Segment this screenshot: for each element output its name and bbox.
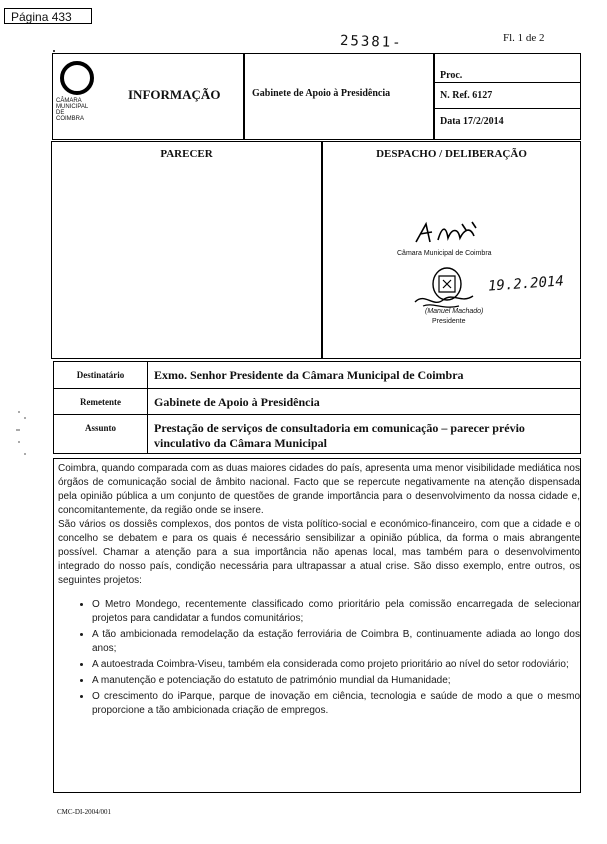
projects-list [58,598,580,718]
folio-label: Fl. 1 de 2 [503,32,545,44]
logo-line: DE [56,110,65,116]
body-text [58,462,580,720]
table-row [53,388,581,415]
body-paragraph: São vários os dossiês complexos, dos pontos de vista político-social e económico-financeiro, com que a cidade e o concelho se debatem e para os quais é necessário sensibilizar a opinião pública, da forma o mais abrangente possível. Chamar a atenção para a sua importância não apenas local, mas também para o desenvolvimento integrado do nosso país, condição necessária para ultrapassar a atual crise. São disso exemplo, entre outros, os seguintes projetos: [58,519,580,586]
field-label: Remetente [80,397,121,407]
logo-line: CÂMARA [56,98,82,104]
divider [435,108,580,109]
divider [435,82,580,83]
list-item: • A manutenção e potenciação do estatuto de património mundial da Humanidade; [92,674,580,688]
department-name: Gabinete de Apoio à Presidência [252,88,391,99]
field-value: Gabinete de Apoio à Presidência [154,395,320,409]
stamp-organization: Câmara Municipal de Coimbra [397,250,492,257]
table-row [53,414,581,454]
body-paragraph: Coimbra, quando comparada com as duas maiores cidades do país, apresenta uma menor visibilidade mediática nos órgãos de comunicação social de âmbito nacional. Facto que se repercute negativamente na atenção dispensada pela opinião pública a um conjunto de questões de grande importância para o desenvolvimento da nossa cidade e, concomitantemente, da região onde se insere. [58,463,580,516]
field-label: Destinatário [76,370,125,380]
list-item: • A autoestrada Coimbra-Viseu, também ela considerada como projeto prioritário ao nível do setor rodoviário; [92,658,580,672]
table-row [53,361,581,389]
field-value: Prestação de serviços de consultadoria em comunicação – parecer prévio vinculativo da Câmara Municipal [154,421,525,450]
logo-line: MUNICIPAL [56,104,89,110]
logo-text [56,98,98,122]
handwritten-signature [412,218,482,248]
document-type: INFORMAÇÃO [128,87,221,102]
routing-table [53,361,581,454]
page-number-badge: Página 433 [4,8,92,24]
margin-scan-marks [14,408,28,458]
handwritten-date: 19.2.2014 [487,273,565,295]
list-item: • O Metro Mondego, recentemente classificado como prioritário pela comissão encarregada de selecionar projetos para candidatar a fundos comunitários; [92,598,580,626]
header-right-cell [434,53,581,140]
parecer-title: PARECER [160,148,213,160]
logo-line: COIMBRA [56,116,85,122]
signatory-role: Presidente [432,318,466,325]
municipal-seal-icon [413,262,475,312]
proc-label: Proc. [440,70,463,81]
list-item: • A tão ambicionada remodelação da estação ferroviária de Coimbra B, continuamente adiada ao longo dos anos; [92,628,580,656]
reference-number: N. Ref. 6127 [440,90,493,101]
body-box [53,458,581,793]
despacho-title: DESPACHO / DELIBERAÇÃO [376,148,527,160]
divider [147,415,148,453]
field-value: Exmo. Senhor Presidente da Câmara Municipal de Coimbra [154,368,464,382]
list-item: • O crescimento do iParque, parque de inovação em ciência, tecnologia e saúde de modo a que o mesmo proporcione a tão ambicionada criação de empregos. [92,690,580,718]
scan-dot [53,50,55,52]
form-code: CMC-DI-2004/001 [57,808,112,816]
parecer-box [51,141,322,359]
field-label: Assunto [84,423,116,433]
ring-logo-icon [60,61,94,95]
document-date: Data 17/2/2014 [440,116,504,127]
divider [147,362,148,388]
signatory-name: (Manuel Machado) [425,308,484,315]
divider [147,389,148,414]
handwritten-process-number: 25381- [339,32,403,52]
